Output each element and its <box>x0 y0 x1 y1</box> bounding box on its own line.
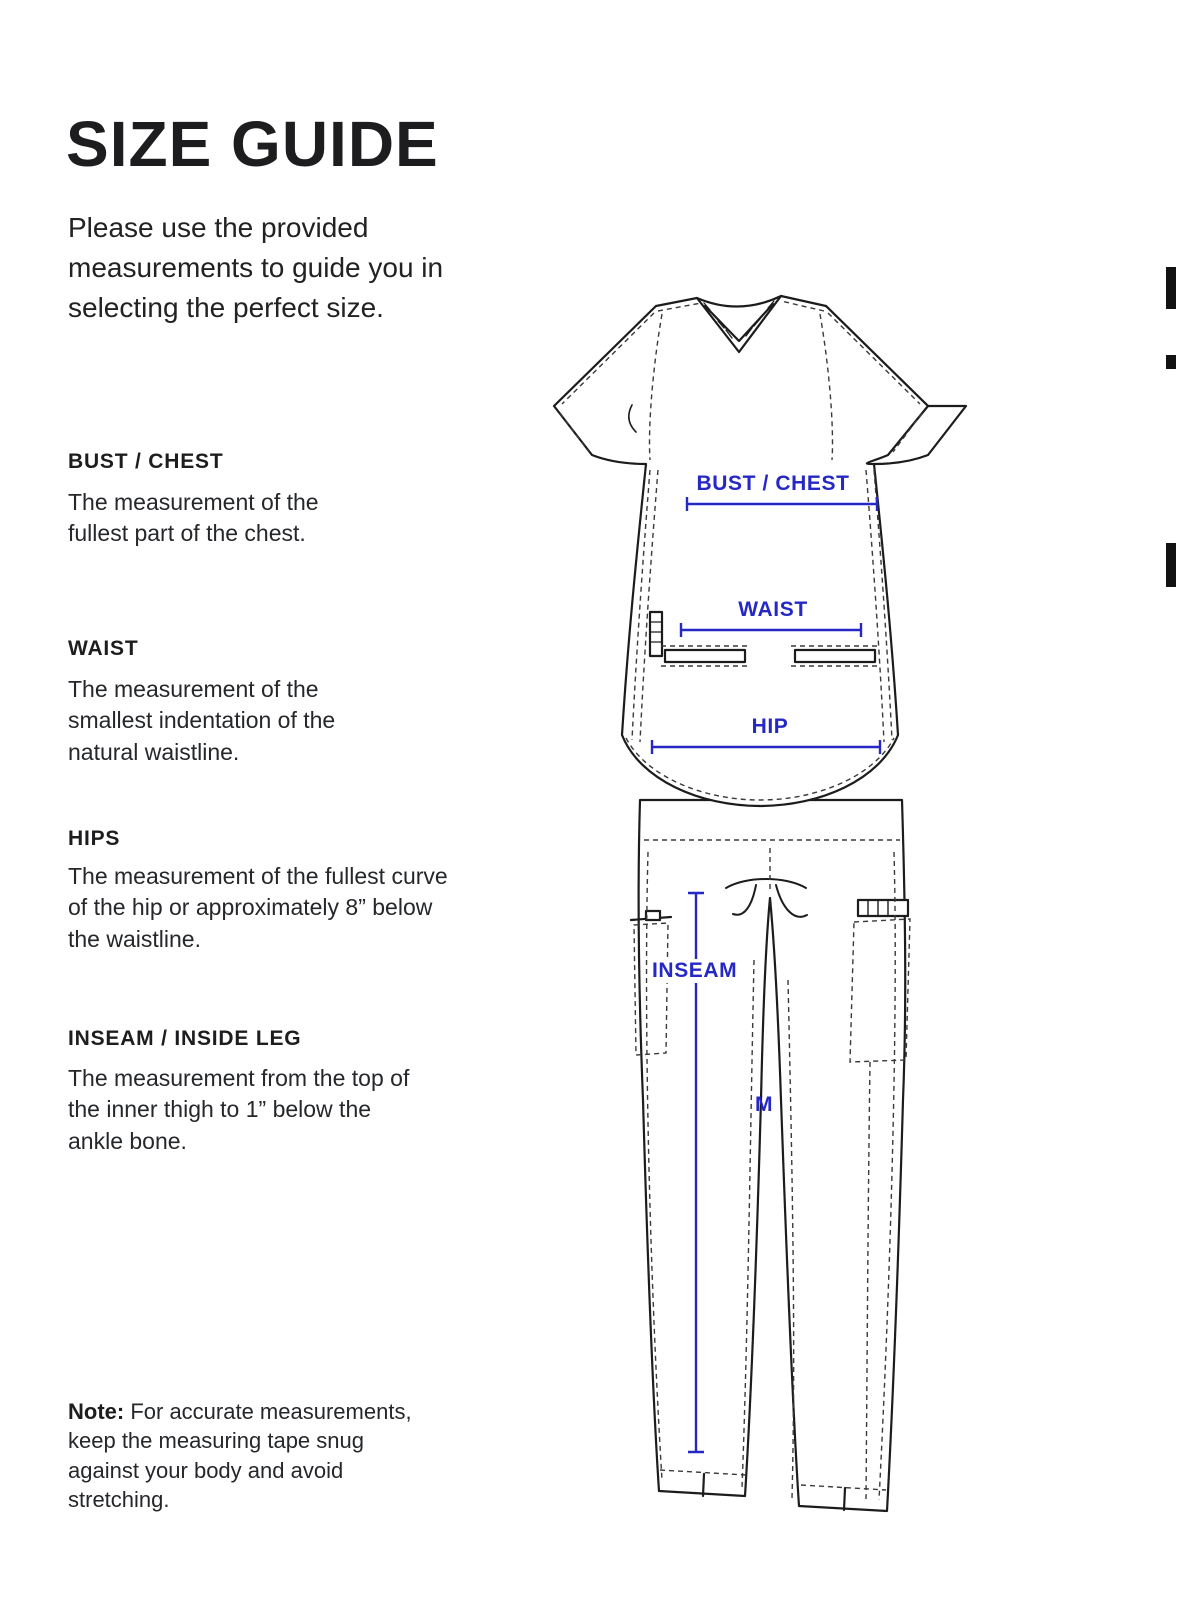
note-label: Note: <box>68 1399 125 1424</box>
inseam-measure-label: INSEAM <box>649 959 740 983</box>
section-body-waist: The measurement of the smallest indentation of the natural waistline. <box>68 676 336 765</box>
page-title: SIZE GUIDE <box>66 107 439 180</box>
intro-text: Please use the provided measurements to guide you in selecting the perfect size. <box>68 212 444 324</box>
section-title-inseam: INSEAM / INSIDE LEG <box>68 1027 302 1050</box>
section-body-inseam: The measurement from the top of the inner thigh to 1” below the ankle bone. <box>68 1065 410 1154</box>
section-title-waist: WAIST <box>68 637 139 660</box>
section-body-hips: The measurement of the fullest curve of the hip or approximately 8” below the waistline. <box>68 863 448 952</box>
section-body-bust: The measurement of the fullest part of the chest. <box>68 489 319 547</box>
section-title-hips: HIPS <box>68 827 121 850</box>
waist-measure-label: WAIST <box>738 598 808 621</box>
hip-measure-label: HIP <box>751 715 789 738</box>
edge-crop-artifact <box>1166 543 1176 587</box>
section-title-bust: BUST / CHEST <box>68 450 224 473</box>
note-text: Note: For accurate measurements, keep the measuring tape snug against your body and avoid stretching. <box>68 1399 412 1512</box>
bust-measure-label: BUST / CHEST <box>696 472 850 495</box>
size-marker-label: M <box>755 1093 774 1116</box>
edge-crop-artifact <box>1166 355 1176 369</box>
edge-crop-artifact <box>1166 267 1176 309</box>
